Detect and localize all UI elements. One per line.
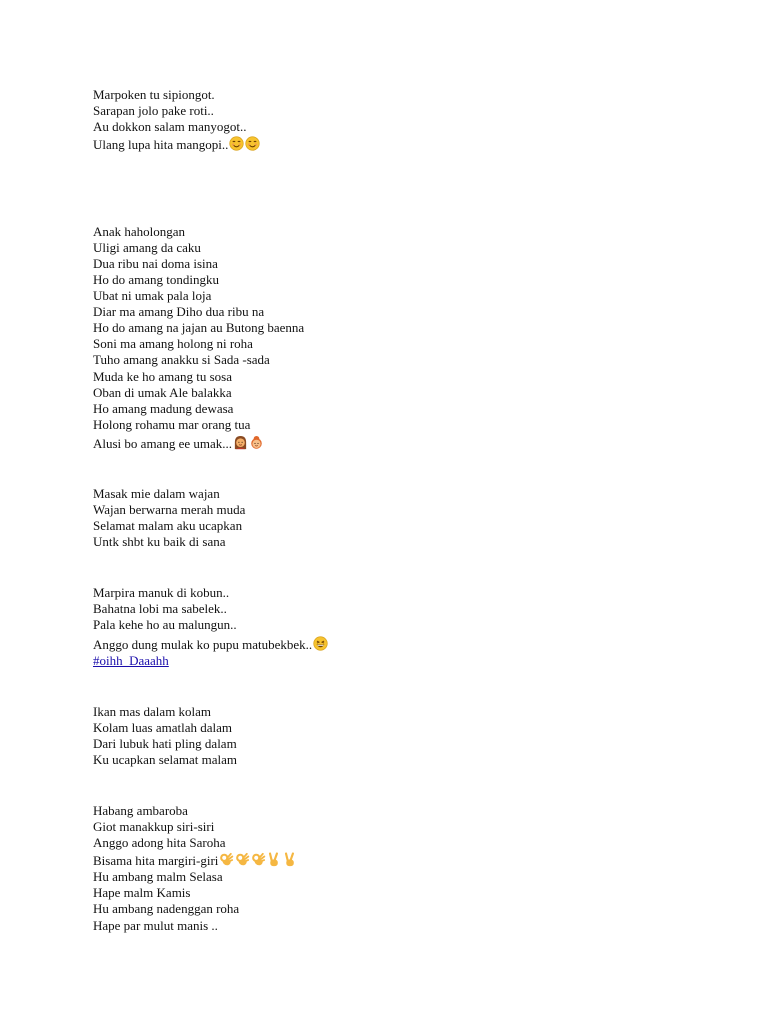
stanza-2-line-10: Muda ke ho amang tu sosa (93, 369, 233, 384)
victory-hand-icon (267, 852, 282, 867)
older-woman-face-icon (249, 435, 264, 450)
ok-hand-icon (235, 852, 250, 867)
stanza-1-line-3: Au dokkon salam manyogot.. (93, 119, 247, 134)
stanza-2-line-2: Uligi amang da caku (93, 240, 201, 255)
stanza-2-line-3: Dua ribu nai doma isina (93, 256, 218, 271)
ok-hand-icon (219, 852, 234, 867)
stanza-4-line-1: Marpira manuk di kobun.. (93, 585, 230, 600)
stanza-3-line-4: Untk shbt ku baik di sana (93, 534, 226, 549)
stanza-3-line-3: Selamat malam aku ucapkan (93, 518, 243, 533)
stanza-2-line-9: Tuho amang anakku si Sada -sada (93, 352, 270, 367)
stanza-6-line-5: Hu ambang malm Selasa (93, 869, 223, 884)
stanza-2-line-6: Diar ma amang Diho dua ribu na (93, 304, 265, 319)
ok-hand-icon (251, 852, 266, 867)
stanza-6-line-4 (93, 852, 298, 868)
stanza-4-line-2: Bahatna lobi ma sabelek.. (93, 601, 227, 616)
stanza-2-line-12: Ho amang madung dewasa (93, 401, 234, 416)
stanza-6-line-4-text: Bisama hita margiri-giri (93, 853, 219, 868)
stanza-5-line-4: Ku ucapkan selamat malam (93, 752, 238, 767)
stanza-5-line-1: Ikan mas dalam kolam (93, 704, 212, 719)
stanza-2-line-4: Ho do amang tondingku (93, 272, 220, 287)
stanza-6-line-8: Hape par mulut manis .. (93, 918, 218, 933)
stanza-2-line-1: Anak haholongan (93, 224, 186, 239)
stanza-6-line-1: Habang ambaroba (93, 803, 188, 818)
stanza-5-line-2: Kolam luas amatlah dalam (93, 720, 232, 735)
stanza-3-line-2: Wajan berwarna merah muda (93, 502, 246, 517)
woman-face-icon (233, 435, 248, 450)
stanza-6-line-2: Giot manakkup siri-siri (93, 819, 215, 834)
stanza-6-line-7: Hu ambang nadenggan roha (93, 901, 240, 916)
stanza-4-line-4-text: Anggo dung mulak ko pupu matubekbek.. (93, 637, 313, 652)
stanza-6-line-6: Hape malm Kamis (93, 885, 191, 900)
stanza-6-line-3: Anggo adong hita Saroha (93, 835, 226, 850)
hashtag-link[interactable]: #oihh_Daaahh (93, 653, 169, 668)
smiling-face-icon (229, 136, 244, 151)
smiling-face-icon (245, 136, 260, 151)
stanza-5-line-3: Dari lubuk hati pling dalam (93, 736, 237, 751)
grinning-face-icon (313, 636, 328, 651)
stanza-2-line-13: Holong rohamu mar orang tua (93, 417, 251, 432)
stanza-1-line-4-text: Ulang lupa hita mangopi.. (93, 137, 229, 152)
stanza-2-line-5: Ubat ni umak pala loja (93, 288, 212, 303)
stanza-2-line-14-text: Alusi bo amang ee umak... (93, 436, 232, 451)
stanza-1-line-1: Marpoken tu sipiongot. (93, 87, 215, 102)
stanza-1-line-2: Sarapan jolo pake roti.. (93, 103, 214, 118)
stanza-4-line-3: Pala kehe ho au malungun.. (93, 617, 237, 632)
stanza-2-line-11: Oban di umak Ale balakka (93, 385, 232, 400)
stanza-1-line-4 (93, 136, 260, 152)
stanza-2-line-8: Soni ma amang holong ni roha (93, 336, 253, 351)
stanza-2-line-7: Ho do amang na jajan au Butong baenna (93, 320, 305, 335)
stanza-3-line-1: Masak mie dalam wajan (93, 486, 220, 501)
stanza-4-line-4 (93, 636, 328, 652)
victory-hand-icon (283, 852, 298, 867)
stanza-2-line-14 (93, 435, 264, 451)
